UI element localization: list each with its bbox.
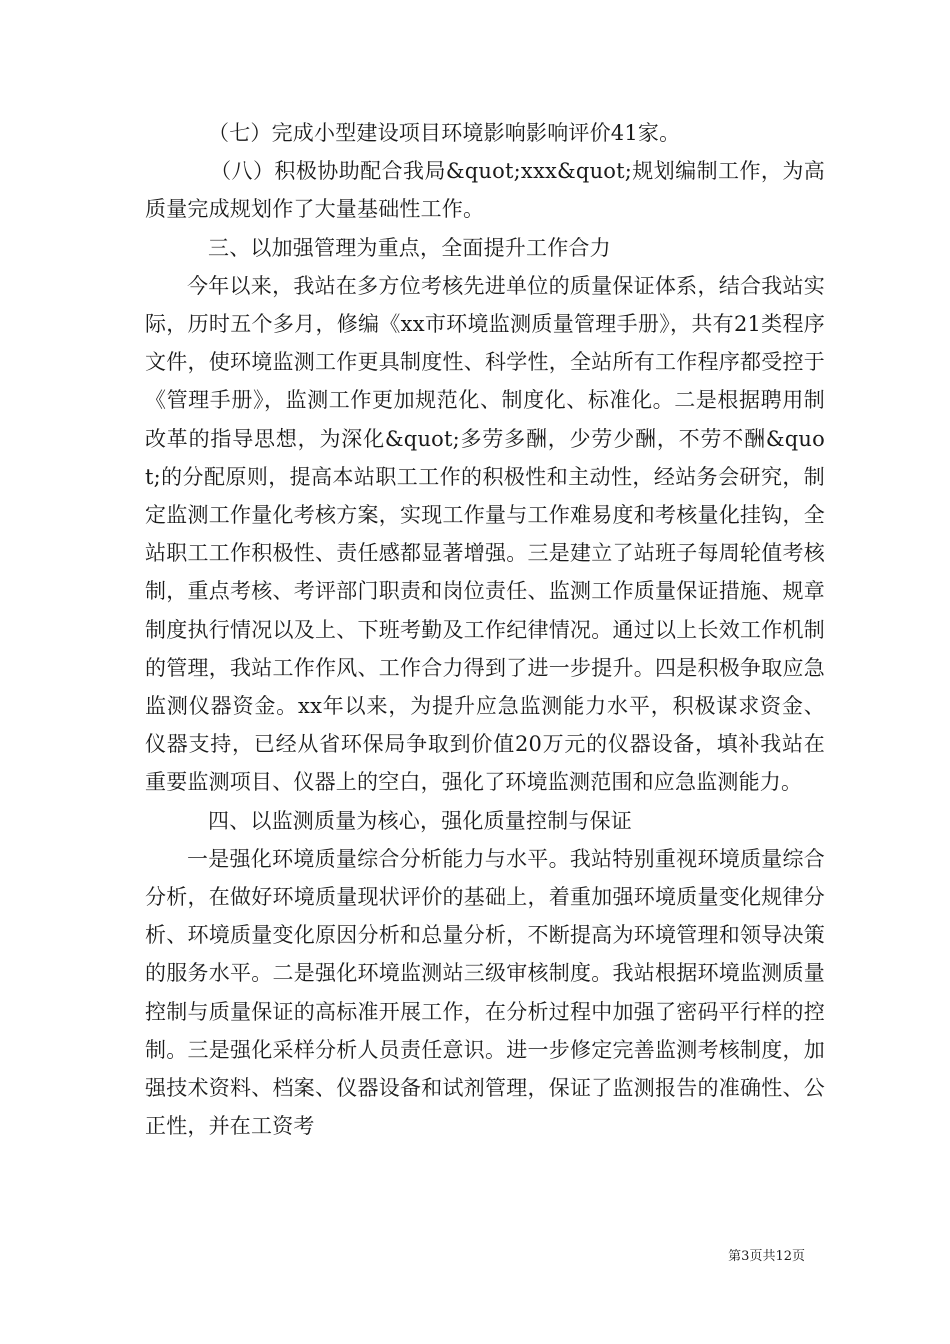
paragraph-item-eight: （八）积极协助配合我局&quot;xxx&quot;规划编制工作，为高质量完成规划作了大量基础性工作。 <box>145 159 825 222</box>
document-body <box>145 114 825 1145</box>
paragraph-management: 今年以来，我站在多方位考核先进单位的质量保证体系，结合我站实际，历时五个多月，修编《xx市环境监测质量管理手册》，共有21类程序文件，使环境监测工作更具制度性、科学性，全站所有工作程序都受控于《管理手册》，监测工作更加规范化、制度化、标准化。二是根据聘用制改革的指导思想，为深化&quot;多劳多酬，少劳少酬，不劳不酬&quot;的分配原则，提高本站职工工作的积极性和主动性，经站务会研究，制定监测工作量化考核方案，实现工作量与工作难易度和考核量化挂钩，全站职工工作积极性、责任感都显著增强。三是建立了站班子每周轮值考核制，重点考核、考评部门职责和岗位责任、监测工作质量保证措施、规章制度执行情况以及上、下班考勤及工作纪律情况。通过以上长效工作机制的管理，我站工作作风、工作合力得到了进一步提升。四是积极争取应急监测仪器资金。xx年以来，为提升应急监测能力水平，积极谋求资金、仪器支持，已经从省环保局争取到价值20万元的仪器设备，填补我站在重要监测项目、仪器上的空白，强化了环境监测范围和应急监测能力。 <box>145 273 825 795</box>
section-heading-three: 三、以加强管理为重点，全面提升工作合力 <box>208 235 611 260</box>
page-number-footer: 第3页共12页 <box>728 1249 805 1264</box>
paragraph-item-seven: （七）完成小型建设项目环境影响影响评价41家。 <box>208 121 681 145</box>
paragraph-quality: 一是强化环境质量综合分析能力与水平。我站特别重视环境质量综合分析，在做好环境质量现状评价的基础上，着重加强环境质量变化规律分析、环境质量变化原因分析和总量分析，不断提高为环境管理和领导决策的服务水平。二是强化环境监测站三级审核制度。我站根据环境监测质量控制与质量保证的高标准开展工作，在分析过程中加强了密码平行样的控制。三是强化采样分析人员责任意识。进一步修定完善监测考核制度，加强技术资料、档案、仪器设备和试剂管理，保证了监测报告的准确性、公正性，并在工资考 <box>145 846 825 1139</box>
section-heading-four: 四、以监测质量为核心，强化质量控制与保证 <box>208 808 632 833</box>
